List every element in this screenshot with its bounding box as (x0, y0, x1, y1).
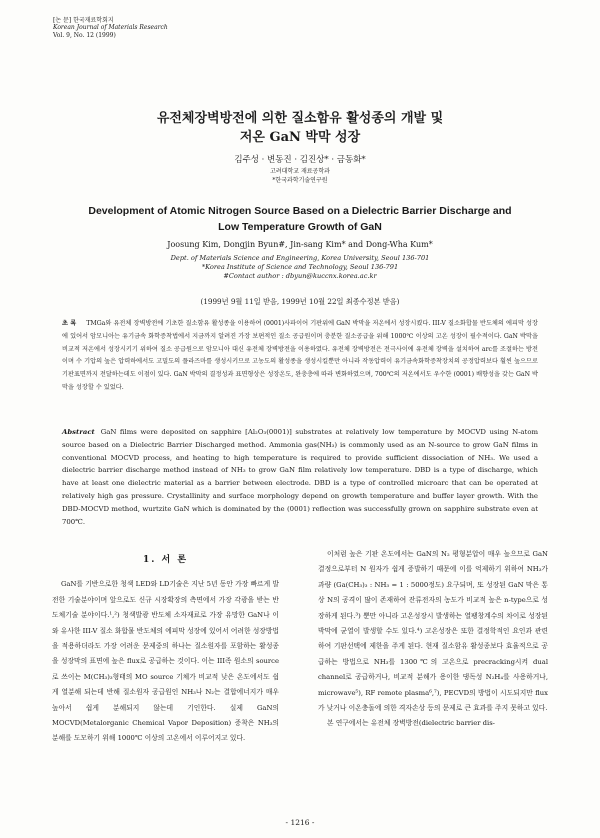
korean-abstract (62, 318, 538, 395)
english-affiliation-2: *Korea Institute of Science and Technology, Seoul 136-791 (201, 263, 399, 271)
body-column-right (318, 547, 548, 732)
korean-affiliation-1: 고려대학교 재료공학과 (270, 168, 330, 175)
korean-affiliation-2: *한국과학기술연구원 (272, 176, 328, 184)
english-authors: Joosung Kim, Dongjin Byun#, Jin-sang Kim* and Dong-Wha Kum* (167, 240, 433, 249)
korean-authors: 김주성 · 변동진 · 김진상* · 금동화* (234, 155, 366, 165)
english-abstract (62, 426, 538, 528)
korean-abstract-text: TMGa와 유전체 장벽방전에 기초한 질소함유 활성종을 이용하여 (0001)사파이어 기판위에 GaN 박막을 저온에서 성장시켰다. III-V 질소화합물 반도체의 에피막 성장에 있어서 암모니아는 유기금속 화학증착법에서 지금까지 알려진 가장 보편적인 질소 공급원이며 충분한 질소공급을 위해 1000℃ 이상의 고온 성장이 필수적이다. GaN 박막을 비교적 저온에서 성장시키기 위하여 질소 공급원으로 암모니아 대신 유전체 장벽방전을 이용하였다. 유전체 장벽방전은 전극사이에 유전체 장벽을 설치하여 arc를 조절하는 방전이며 수 기압의 높은 압력하에서도 고밀도의 플라즈마를 생성시키므로 고농도의 활성종을 생성시킬뿐만 아니라 작동압력이 유기금속화학증착장치의 공정압력보다 훨씬 높으므로 기판표면까지 전달하는데도 이점이 있다. GaN 박막의 결정성과 표면형상은 성장온도, 완충층에 따라 변화하였으며, 700℃의 저온에서도 우수한 (0001) 배향성을 갖는 GaN 박막을 성장할 수 있었다. (62, 320, 539, 391)
korean-affiliations (0, 168, 600, 185)
english-title-line1: Development of Atomic Nitrogen Source Based on a Dielectric Barrier Discharge and (88, 205, 512, 217)
english-title-line2: Low Temperature Growth of GaN (218, 221, 382, 233)
body-column-left (52, 548, 279, 747)
journal-name: Korean Journal of Materials Research (53, 24, 168, 32)
page-number: - 1216 - (285, 818, 315, 827)
introduction-paragraph-3: 본 연구에서는 유전체 장벽방전(dielectric barrier dis- (327, 719, 495, 728)
introduction-paragraph-2: 이처럼 높은 기판 온도에서는 GaN의 N₂ 평형분압이 매우 높으므로 GaN 결정으로부터 N 원자가 쉽게 증발하기 때문에 이를 억제하기 위하여 NH₃가 과량 (Ga(CH₃)₃ : NH₃ = 1 : 5000정도) 요구되며, 또 성장된 GaN 막은 통상 N의 공격이 많이 존재하여 잔류전자의 농도가 비교적 높은 n-type으로 성장하게 된다.³) 뿐만 아니라 고온성장시 발생하는 열팽창계수의 차이로 성장된 박막에 균열이 발생할 수도 있다.⁴) 고온성장은 또한 결정학적인 요인과 관련하여 기판선택에 제한을 주게 된다. 현재 질소함유 활성종보다 효율적으로 공급하는 방법으로 NH₃를 1300℃의 고온으로 precracking시켜 dual channel로 공급하거나, 비교적 분해가 용이한 댕독성 N₂H₄를 사용하거나, microwave⁵), RF remote plasma⁶,⁷), PECVD의 방법이 시도되지만 flux가 낮거나 이온충돌에 의한 격자손상 등의 문제로 큰 효과를 주지 못하고 있다. (318, 550, 548, 713)
english-affiliations (0, 254, 600, 281)
korean-abstract-label: 초 록 (62, 320, 77, 327)
korean-title-line2: 저온 GaN 박막 성장 (239, 130, 361, 145)
english-affiliation-1: Dept. of Materials Science and Engineering, Korea University, Seoul 136-701 (170, 254, 430, 262)
contact-author: #Contact author : dbyun@kuccnx.korea.ac.kr (223, 272, 377, 280)
english-abstract-label: Abstract (62, 428, 95, 436)
journal-category: [논 문] 한국재료학회지 (53, 17, 114, 24)
journal-header (53, 17, 168, 39)
english-title (0, 203, 600, 235)
introduction-paragraph-1: GaN를 기반으로한 청색 LED와 LD기술은 지난 5년 동안 가장 빠르게 발전한 기술분야이며 앞으로도 신규 시장확장의 측면에서 가장 각광을 받는 반도체기술 분야이다.¹,²) 청색발광 반도체 소자재료로 가장 유망한 GaN나 이와 유사한 III-V 질소 화합물 반도체의 에피막 성장에 있어서 어려한 성장방법을 적용하더라도 가장 어려운 문제중의 하나는 질소원자를 포함하는 활성종을 성장막의 표면에 높은 flux로 공급하는 것이다. 이는 III족 원소의 source로 쓰이는 M(CH₃)₃형태의 MO source 기체가 비교적 낮은 온도에서도 쉽게 열분해 되는데 반해 질소원자 공급원인 NH₃나 N₂는 결합에너지가 매우 높아서 쉽게 분해되지 않는데 기인한다. 실제 GaN의 MOCVD(Metalorganic Chemical Vapor Deposition) 증착은 NH₃의 분해를 도모하기 위해 1000℃ 이상의 고온에서 이루어지고 있다. (52, 580, 279, 743)
korean-title (0, 109, 600, 147)
received-dates: (1999년 9월 11일 받음, 1999년 10월 22일 최종수정본 받음) (200, 297, 400, 306)
journal-volume: Vol. 9, No. 12 (1999) (53, 31, 116, 39)
korean-title-line1: 유전체장벽방전에 의한 질소함유 활성종의 개발 및 (156, 111, 444, 126)
english-abstract-text: GaN films were deposited on sapphire [Al₂O₃(0001)] substrates at relatively low temperature by MOCVD using N-atom source based on a Dielectric Barrier Discharged method. Ammonia gas(NH₃) is commonly used as an N-source to grow GaN films in conventional MOCVD process, and heating to high temperature is required to provide sufficient dissociation of NH₃. We used a dielectric barrier discharge method instead of NH₃ to grow GaN film relatively low temperature. DBD is a type of discharge, which have at least one dielectric material as a barrier between electrode. DBD is a type of controlled microarc that can be operated at relatively high gas pressure. Crystallinity and surface morphology depend on growth temperature and buffer layer growth. With the DBD-MOCVD method, wurtzite GaN which is dominated by the (0001) reflection was successfully grown on sapphire substrate even at 700℃. (62, 428, 538, 526)
section-heading: 1. 서 론 (142, 555, 189, 565)
